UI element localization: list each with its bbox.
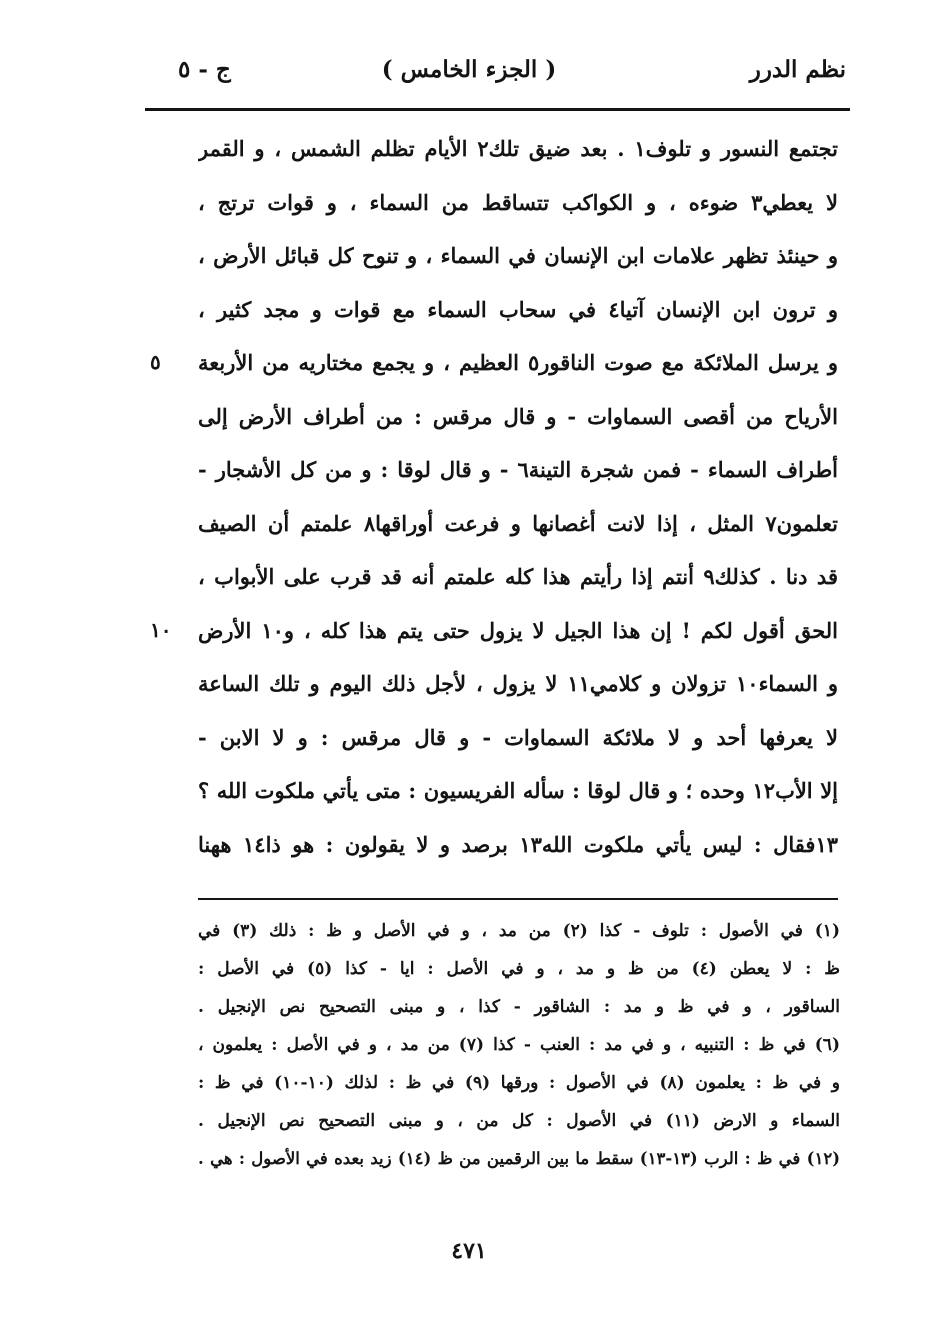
- running-header-part: ( الجزء الخامس ): [381, 56, 557, 83]
- text-line: قد دنا . كذلك٩ أنتم إذا رأيتم هذا كله علمتم أنه قد قرب على الأبواب ،: [198, 564, 838, 589]
- footnote-line: ظ : لا يعطن (٤) من ظ و مد ، و في الأصل : ايا - كذا (٥) في الأصل :: [198, 959, 840, 979]
- footnotes: [198, 912, 840, 1178]
- main-text: [198, 122, 838, 871]
- footnote-line: السماء و الارض (١١) في الأصول : كل من ، و مبنى التصحيح نص الإنجيل .: [198, 1111, 840, 1131]
- text-line: تجتمع النسور و تلوف١ . بعد ضيق تلك٢ الأيام تظلم الشمس ، و القمر: [198, 136, 838, 161]
- text-line: أطراف السماء - فمن شجرة التينة٦ - و قال لوقا : و من كل الأشجار -: [198, 457, 838, 482]
- footnote-line: (١) في الأصول : تلوف - كذا (٢) من مد ، و في الأصل و ظ : ذلك (٣) في: [198, 921, 840, 941]
- running-header-book-title: نظم الدرر: [749, 56, 846, 83]
- text-line: تعلمون٧ المثل ، إذا لانت أغصانها و فرعت أوراقها٨ علمتم أن الصيف: [198, 510, 838, 536]
- line-number-marker-10: ١٠: [150, 618, 172, 642]
- text-line: لا يعرفها أحد و لا ملائكة السماوات - و قال مرقس : و لا الابن -: [198, 724, 838, 750]
- header-divider: [145, 108, 850, 111]
- page-number: ٤٧١: [451, 1238, 487, 1264]
- footnote-line: (١٢) في ظ : الرب (١٣-١٣) سقط ما بين الرقمين من ظ (١٤) زيد بعده في الأصول : هي .: [198, 1149, 840, 1168]
- text-line: ١٣فقال : ليس يأتي ملكوت الله١٣ برصد و لا يقولون : هو ذا١٤ ههنا: [198, 831, 838, 857]
- text-line: و السماء١٠ تزولان و كلامي١١ لا يزول ، لأجل ذلك اليوم و تلك الساعة: [198, 671, 838, 696]
- text-line: و يرسل الملائكة مع صوت الناقور٥ العظيم ، و يجمع مختاريه من الأربعة: [198, 350, 838, 375]
- footnote-line: و في ظ : يعلمون (٨) في الأصول : ورقها (٩) في ظ : لذلك (١٠-١٠) في ظ :: [198, 1073, 840, 1093]
- footnote-line: الساقور ، و في ظ و مد : الشاقور - كذا ، و مبنى التصحيح نص الإنجيل .: [198, 997, 840, 1017]
- text-line: الحق أقول لكم ! إن هذا الجيل لا يزول حتى يتم هذا كله ، و١٠ الأرض: [198, 617, 838, 643]
- text-line: الأرياح من أقصى السماوات - و قال مرقس : من أطراف الأرض إلى: [198, 403, 838, 429]
- footnote-divider: [198, 898, 838, 900]
- text-line: لا يعطي٣ ضوءه ، و الكواكب تتساقط من السماء ، و قوات ترتج ،: [198, 189, 838, 215]
- running-header-volume: ج - ٥: [178, 56, 231, 83]
- text-line: إلا الأب١٢ وحده ؛ و قال لوقا : سأله الفريسيون : متى يأتي ملكوت الله ؟: [198, 778, 838, 803]
- text-line: و ترون ابن الإنسان آتيا٤ في سحاب السماء مع قوات و مجد كثير ،: [198, 296, 838, 322]
- footnote-line: (٦) في ظ : التنبيه ، و في مد : العنب - كذا (٧) من مد ، و في الأصل : يعلمون ،: [198, 1035, 840, 1055]
- text-line: و حينئذ تظهر علامات ابن الإنسان في السماء ، و تنوح كل قبائل الأرض ،: [198, 243, 838, 268]
- line-number-marker-5: ٥: [150, 350, 161, 374]
